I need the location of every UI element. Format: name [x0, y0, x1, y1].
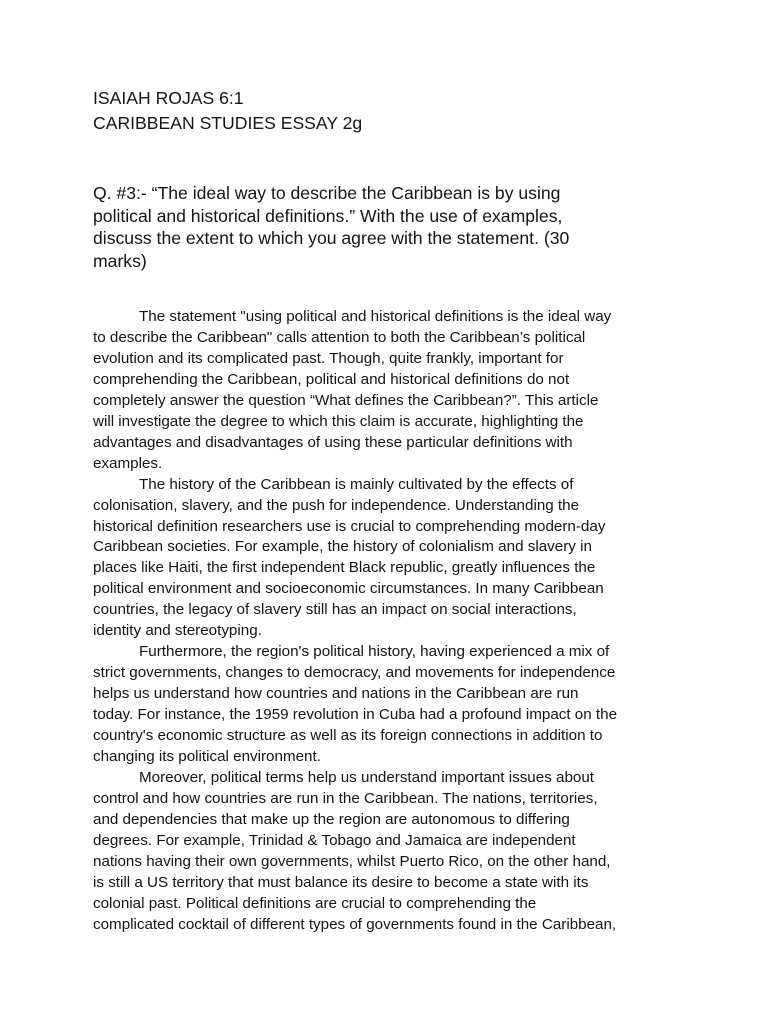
paragraph-line: country's economic structure as well as its foreign connections in addition to [93, 727, 603, 745]
paragraph-line: changing its political environment. [93, 748, 321, 766]
paragraph-line: Furthermore, the region's political history, having experienced a mix of [139, 643, 610, 661]
paragraph-line: to describe the Caribbean" calls attention to both the Caribbean’s political [93, 328, 586, 346]
paragraph-line: countries, the legacy of slavery still has an impact on social interactions, [93, 601, 577, 619]
paragraph-line: completely answer the question “What defines the Caribbean?”. This article [93, 391, 599, 409]
paragraph-line: complicated cocktail of different types of governments found in the Caribbean, [93, 915, 617, 933]
paragraph-line: is still a US territory that must balance its desire to become a state with its [93, 873, 589, 891]
paragraph-line: nations having their own governments, whilst Puerto Rico, on the other hand, [93, 852, 611, 870]
paragraph-line: degrees. For example, Trinidad & Tobago and Jamaica are independent [93, 831, 576, 849]
course-line: CARIBBEAN STUDIES ESSAY 2g [93, 113, 363, 133]
paragraph-line: strict governments, changes to democracy, and movements for independence [93, 664, 616, 682]
essay-paragraph-intro [93, 307, 683, 475]
paragraph-line: colonial past. Political definitions are crucial to comprehending the [93, 894, 537, 912]
paragraph-line: comprehending the Caribbean, political and historical definitions do not [93, 370, 570, 388]
paragraph-line: colonisation, slavery, and the push for independence. Understanding the [93, 496, 580, 514]
paragraph-line: helps us understand how countries and nations in the Caribbean are run [93, 685, 579, 703]
paragraph-line: Moreover, political terms help us understand important issues about [139, 768, 595, 786]
paragraph-line: today. For instance, the 1959 revolution in Cuba had a profound impact on the [93, 706, 618, 724]
document-header [93, 86, 362, 136]
paragraph-line: The history of the Caribbean is mainly cultivated by the effects of [139, 475, 574, 493]
essay-paragraph-political-terms [93, 768, 683, 936]
paragraph-line: identity and stereotyping. [93, 622, 262, 640]
paragraph-line: places like Haiti, the first independent Black republic, greatly influences the [93, 559, 596, 577]
paragraph-line: will investigate the degree to which this claim is accurate, highlighting the [93, 412, 584, 430]
question-line: Q. #3:- “The ideal way to describe the Caribbean is by using [93, 183, 561, 203]
paragraph-line: historical definition researchers use is crucial to comprehending modern-day [93, 517, 606, 535]
paragraph-line: examples. [93, 454, 163, 472]
paragraph-line: control and how countries are run in the Caribbean. The nations, territories, [93, 789, 598, 807]
paragraph-line: The statement "using political and historical definitions is the ideal way [139, 308, 612, 325]
essay-paragraph-political-history [93, 642, 683, 768]
paragraph-line: Caribbean societies. For example, the history of colonialism and slavery in [93, 538, 592, 556]
paragraph-line: and dependencies that make up the region are autonomous to differing [93, 810, 570, 828]
essay-body [93, 307, 683, 936]
paragraph-line: political environment and socioeconomic circumstances. In many Caribbean [93, 580, 604, 598]
question-line: political and historical definitions.” With the use of examples, [93, 205, 563, 226]
author-line: ISAIAH ROJAS 6:1 [93, 88, 244, 108]
essay-paragraph-history [93, 475, 683, 643]
question-line: discuss the extent to which you agree with the statement. (30 [93, 228, 570, 248]
paragraph-line: advantages and disadvantages of using these particular definitions with [93, 433, 573, 451]
paragraph-line: evolution and its complicated past. Though, quite frankly, important for [93, 349, 564, 367]
question-line: marks) [93, 250, 147, 271]
essay-question [93, 182, 683, 272]
